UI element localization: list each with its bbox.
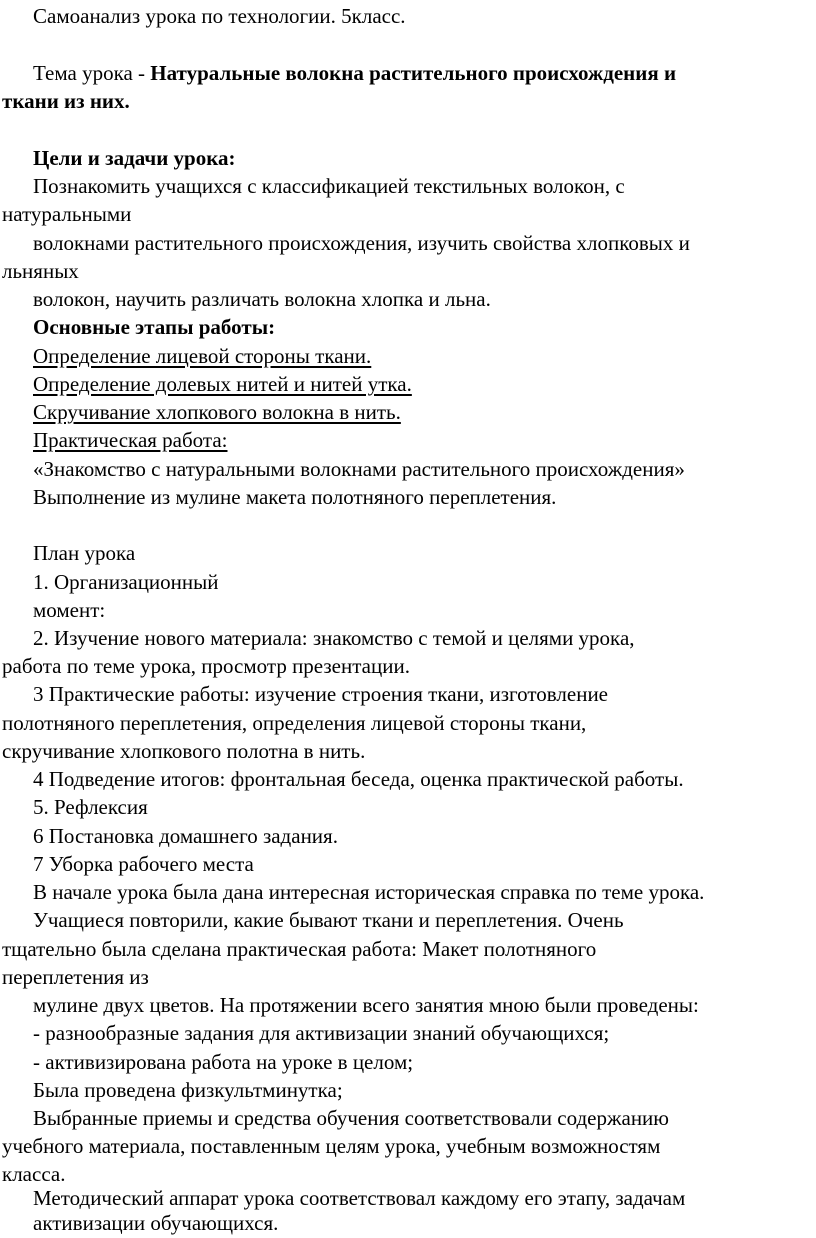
practical-line: «Знакомство с натуральными волокнами растительного происхождения» bbox=[33, 457, 685, 481]
goals-line: волокон, научить различать волокна хлопка и льна. bbox=[33, 287, 491, 311]
topic-title: Натуральные волокна растительного происхождения и bbox=[150, 61, 677, 85]
goals-line: волокнами растительного происхождения, изучить свойства хлопковых и bbox=[33, 231, 690, 255]
plan-line: 4 Подведение итогов: фронтальная беседа, оценка практической работы. bbox=[33, 767, 684, 791]
analysis-line: класса. bbox=[2, 1162, 66, 1186]
analysis-line: мулине двух цветов. На протяжении всего занятия мною были проведены: bbox=[33, 993, 699, 1017]
stage-item: Определение долевых нитей и нитей утка. bbox=[33, 372, 412, 396]
topic-prefix: Тема урока - bbox=[33, 61, 151, 85]
goals-line: Познакомить учащихся с классификацией текстильных волокон, с bbox=[33, 174, 625, 198]
plan-line: скручивание хлопкового полотна в нить. bbox=[2, 739, 366, 763]
goals-heading: Цели и задачи урока: bbox=[33, 146, 236, 170]
plan-line: 5. Рефлексия bbox=[33, 795, 148, 819]
plan-line: 6 Постановка домашнего задания. bbox=[33, 824, 338, 848]
topic-line bbox=[33, 61, 676, 85]
analysis-line: активизации обучающихся. bbox=[33, 1211, 279, 1235]
goals-line: натуральными bbox=[2, 202, 132, 226]
analysis-line: Методический аппарат урока соответствовал каждому его этапу, задачам bbox=[33, 1186, 686, 1210]
stages-heading: Основные этапы работы: bbox=[33, 315, 276, 339]
analysis-line: В начале урока была дана интересная историческая справка по теме урока. bbox=[33, 880, 705, 904]
analysis-line: Выбранные приемы и средства обучения соответствовали содержанию bbox=[33, 1106, 669, 1130]
analysis-line: - активизирована работа на уроке в целом; bbox=[33, 1050, 414, 1074]
analysis-line: Учащиеся повторили, какие бывают ткани и переплетения. Очень bbox=[33, 908, 624, 932]
stage-item: Практическая работа: bbox=[33, 428, 228, 452]
analysis-line: тщательно была сделана практическая работа: Макет полотняного bbox=[2, 937, 597, 961]
stage-item: Скручивание хлопкового волокна в нить. bbox=[33, 400, 401, 424]
topic-title-continued: ткани из них. bbox=[2, 89, 130, 113]
plan-line: 7 Уборка рабочего места bbox=[33, 852, 254, 876]
plan-heading: План урока bbox=[33, 541, 136, 565]
plan-line: момент: bbox=[33, 598, 106, 622]
goals-line: льняных bbox=[2, 259, 79, 283]
plan-line: работа по теме урока, просмотр презентации. bbox=[2, 654, 410, 678]
plan-line: 1. Организационный bbox=[33, 570, 219, 594]
plan-line: полотняного переплетения, определения лицевой стороны ткани, bbox=[2, 711, 587, 735]
analysis-line: переплетения из bbox=[2, 965, 149, 989]
plan-line: 3 Практические работы: изучение строения ткани, изготовление bbox=[33, 682, 608, 706]
analysis-line: Была проведена физкультминутка; bbox=[33, 1078, 343, 1102]
plan-line: 2. Изучение нового материала: знакомство с темой и целями урока, bbox=[33, 626, 635, 650]
analysis-line: учебного материала, поставленным целям урока, учебным возможностям bbox=[2, 1134, 661, 1158]
stage-item: Определение лицевой стороны ткани. bbox=[33, 344, 372, 368]
analysis-line: - разнообразные задания для активизации знаний обучающихся; bbox=[33, 1021, 610, 1045]
practical-line: Выполнение из мулине макета полотняного переплетения. bbox=[33, 485, 557, 509]
document-header: Самоанализ урока по технологии. 5класс. bbox=[33, 4, 406, 28]
